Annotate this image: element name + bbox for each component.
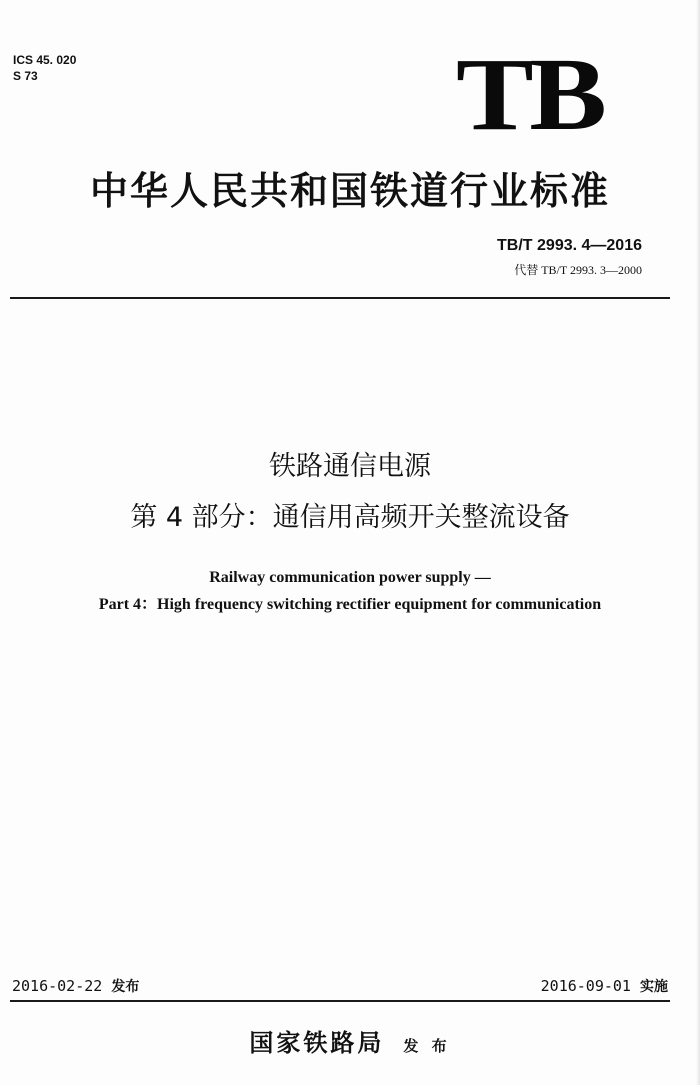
issue-date-value: 2016-02-22: [12, 977, 103, 995]
english-title-line-1: Railway communication power supply —: [209, 569, 491, 586]
effective-date: [541, 975, 668, 998]
effective-date-value: 2016-09-01: [540, 977, 631, 995]
standard-number: TB/T 2993. 4—2016: [497, 237, 642, 254]
issuing-authority: [0, 1023, 700, 1058]
top-divider: [10, 297, 670, 299]
issuer-name: 国家铁路局: [249, 1028, 385, 1057]
replaces-note: 代替 TB/T 2993. 3—2000: [514, 263, 642, 277]
bottom-divider: [10, 1000, 670, 1002]
english-title-line-2: Part 4：High frequency switching rectifier equipment for communication: [98, 596, 602, 613]
ccs-code: S 73: [13, 69, 38, 83]
chinese-title-line-2: 第 4 部分：通信用高频开关整流设备: [130, 502, 570, 533]
issue-date: [12, 975, 139, 998]
issuer-action: 发 布: [403, 1037, 451, 1055]
tb-logo: TB: [456, 37, 603, 152]
effective-date-label: 实施: [640, 979, 668, 995]
classification-codes: [13, 52, 76, 84]
chinese-title-line-1: 铁路通信电源: [269, 451, 431, 482]
ics-code: ICS 45. 020: [13, 53, 77, 67]
page-edge: [696, 0, 700, 1085]
issue-date-label: 发布: [111, 979, 140, 995]
standard-title: 中华人民共和国铁道行业标准: [89, 169, 610, 213]
